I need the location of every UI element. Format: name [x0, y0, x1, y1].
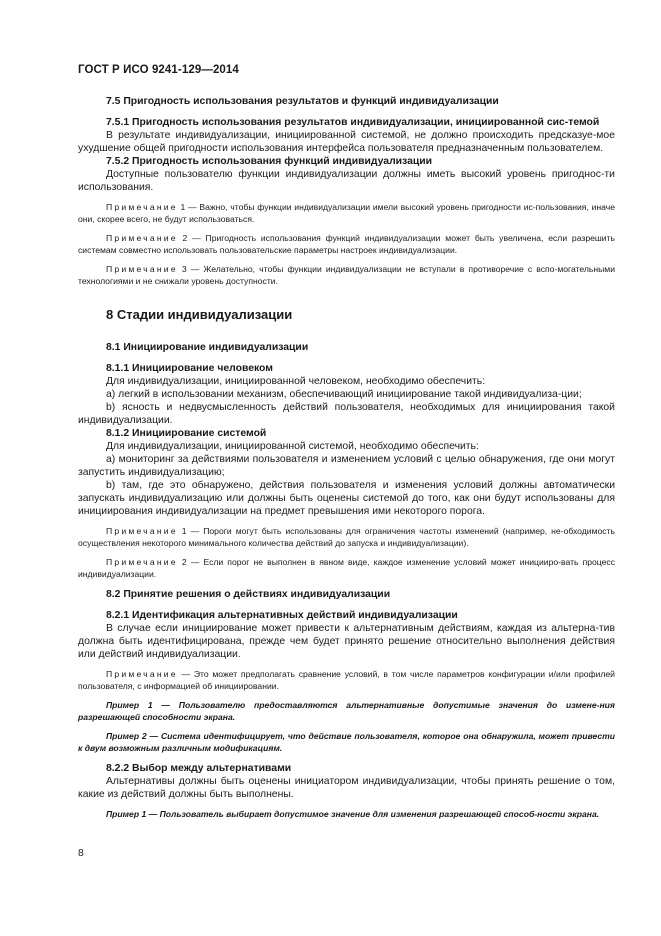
note-paragraph	[78, 233, 615, 256]
note-paragraph	[78, 557, 615, 580]
subsection-heading	[78, 341, 615, 354]
clause-heading	[78, 155, 615, 168]
paragraph-text: 1 — Пороги могут быть использованы для ограничения частоты изменений (например, не-обходимость осуществления некоторого минимального количества действий до запуска и индивидуализации).	[78, 526, 615, 548]
paragraph-text: Пример 1 — Пользователь выбирает допустимое значение для изменения разрешающей способ-ности экрана.	[106, 809, 600, 819]
paragraph-text: В случае если инициирование может привести к альтернативным действиям, каждая из альтерна-тив должна быть идентифицирована, прежде чем будет принято решение относительно выполнения действия или действий индивидуализации.	[78, 623, 615, 660]
body-paragraph	[78, 401, 615, 427]
note-label: Примечание	[106, 233, 178, 243]
note-paragraph	[78, 264, 615, 287]
clause-heading	[78, 609, 615, 622]
note-label: Примечание	[106, 264, 178, 274]
subsection-heading	[78, 95, 615, 108]
paragraph-text: 8.2.1 Идентификация альтернативных действий индивидуализации	[106, 610, 458, 621]
body-paragraph	[78, 479, 615, 518]
paragraph-text: b) ясность и недвусмысленность действий пользователя, необходимых для инициирования такой индивидуализации.	[78, 402, 615, 426]
body-paragraph	[78, 440, 615, 453]
note-label: Примечание	[106, 202, 178, 212]
paragraph-text: Альтернативы должны быть оценены инициатором индивидуализации, чтобы принять решение о том, какие из действий должны быть выполнены.	[78, 776, 615, 800]
paragraph-text: 8.1.1 Инициирование человеком	[106, 363, 273, 374]
body-paragraph	[78, 129, 615, 155]
paragraph-text: 7.5.1 Пригодность использования результатов индивидуализации, инициированной сис-темой	[106, 117, 600, 128]
note-label: Примечание	[106, 669, 178, 679]
clause-heading	[78, 427, 615, 440]
paragraph-text: Пример 2 — Система идентифицирует, что действие пользователя, которое она обнаружила, может привести к двум возможным различным модификациям.	[78, 731, 615, 753]
document-body	[78, 95, 615, 821]
body-paragraph	[78, 622, 615, 661]
paragraph-text: a) легкий в использовании механизм, обеспечивающий инициирование такой индивидуализа-ции;	[106, 389, 582, 400]
paragraph-text: 1 — Важно, чтобы функции индивидуализации имели высокий уровень пригодности ис-пользования, иначе они, скорее всего, не будут использоваться.	[78, 202, 615, 224]
document-header: ГОСТ Р ИСО 9241-129—2014	[78, 64, 239, 76]
paragraph-text: — Это может предполагать сравнение условий, в том числе параметров конфигурации и/или профилей пользователя, с информацией об инициировании.	[78, 669, 615, 691]
paragraph-text: b) там, где это обнаружено, действия пользователя и изменения условий должны автоматически запускать индивидуализацию или должны быть оценены системой до того, как они будут использованы для инициирования индивидуализации на предмет превышения ими некоторого порога.	[78, 480, 615, 517]
paragraph-text: 2 — Пригодность использования функций индивидуализации может быть увеличена, если разрешить системам совместно использовать пользовательские параметры настроек индивидуализации.	[78, 233, 615, 255]
paragraph-text: 3 — Желательно, чтобы функции индивидуализации не вступали в противоречие с вспо-могательными технологиями и не снижали уровень доступности.	[78, 264, 615, 286]
example-paragraph	[78, 731, 615, 754]
paragraph-text: 8 Стадии индивидуализации	[106, 307, 293, 322]
body-paragraph	[78, 388, 615, 401]
clause-heading	[78, 362, 615, 375]
paragraph-text: 2 — Если порог не выполнен в явном виде, каждое изменение условий может иницииро-вать процесс индивидуализации.	[78, 557, 615, 579]
subsection-heading	[78, 588, 615, 601]
paragraph-text: Пример 1 — Пользователю предоставляются альтернативные допустимые значения до измене-ния разрешающей способности экрана.	[78, 700, 615, 722]
page-number: 8	[78, 848, 84, 859]
note-paragraph	[78, 202, 615, 225]
paragraph-text: Для индивидуализации, инициированной системой, необходимо обеспечить:	[106, 441, 479, 452]
clause-heading	[78, 116, 615, 129]
section-heading	[78, 307, 615, 323]
body-paragraph	[78, 168, 615, 194]
paragraph-text: a) мониторинг за действиями пользователя и изменением условий с целью обнаружения, где они могут запустить индивидуализацию;	[78, 454, 615, 478]
note-label: Примечание	[106, 526, 178, 536]
note-paragraph	[78, 669, 615, 692]
clause-heading	[78, 762, 615, 775]
example-paragraph	[78, 809, 615, 821]
note-paragraph	[78, 526, 615, 549]
body-paragraph	[78, 775, 615, 801]
paragraph-text: 8.2 Принятие решения о действиях индивидуализации	[106, 589, 391, 600]
paragraph-text: Для индивидуализации, инициированной человеком, необходимо обеспечить:	[106, 376, 486, 387]
body-paragraph	[78, 375, 615, 388]
paragraph-text: 7.5.2 Пригодность использования функций индивидуализации	[106, 156, 433, 167]
example-paragraph	[78, 700, 615, 723]
paragraph-text: 8.2.2 Выбор между альтернативами	[106, 763, 292, 774]
body-paragraph	[78, 453, 615, 479]
paragraph-text: 8.1 Инициирование индивидуализации	[106, 342, 309, 353]
paragraph-text: Доступные пользователю функции индивидуализации должны иметь высокий уровень пригоднос-ти использования.	[78, 169, 615, 193]
paragraph-text: 8.1.2 Инициирование системой	[106, 428, 267, 439]
paragraph-text: В результате индивидуализации, инициированной системой, не должно происходить предсказуе-мое ухудшение общей пригодности использования интерфейса пользователя предназначенным пользователем.	[78, 130, 615, 154]
paragraph-text: 7.5 Пригодность использования результатов и функций индивидуализации	[106, 96, 499, 107]
note-label: Примечание	[106, 557, 178, 567]
